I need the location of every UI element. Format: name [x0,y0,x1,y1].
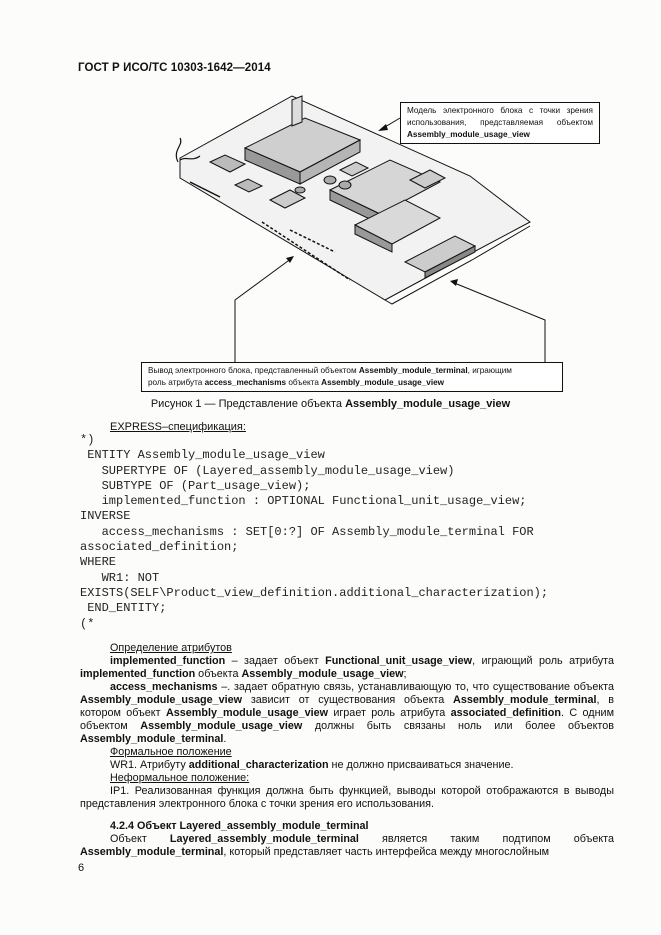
informal-heading: Неформальное положение: [110,772,250,784]
attributes-heading: Определение атрибутов [110,642,232,654]
callout-top-entity: Assembly_module_usage_view [407,130,530,139]
callout-top-text: Модель электронного блока с точки зрения использования, представляемая объектом [407,106,593,127]
figure-caption: Рисунок 1 — Представление объекта Assembly_module_usage_view [150,398,511,410]
section-paragraph: Объект Layered_assembly_module_terminal является таким подтипом объекта Assembly_module_terminal, который представляет часть интерфейса между многослойным [80,833,614,858]
leader-line-bottom-right [452,282,545,362]
callout-usage-view [400,102,600,144]
arrow-top [378,124,388,131]
callout-bottom-line-2: роль атрибута access_mechanisms объекта Assembly_module_usage_view [148,378,445,387]
express-code: *) ENTITY Assembly_module_usage_view SUPERTYPE OF (Layered_assembly_module_usage_view) SUBTYPE OF (Part_usage_view); implemented_function : OPTIONAL Functional_unit_usage_view; INVERSE access_mechanisms : SET[0:?] OF Assembly_module_terminal FOR associated_definition; WHERE WR1: NOT EXISTS(SELF\Product_view_definition.additional_characterization); END_ENTITY; (* [80,433,549,631]
formal-heading: Формальное положение [110,746,232,758]
document-header: ГОСТ Р ИСО/ТС 10303-1642—2014 [78,62,271,74]
formal-wr1: WR1. Атрибуту additional_characterization не должно присваиваться значение. [110,759,514,771]
top-connector [292,96,302,126]
capacitor-3 [295,187,305,193]
callout-bottom-line-1: Вывод электронного блока, представленный объектом Assembly_module_terminal, играющим [148,366,512,375]
leader-line-bottom-left [235,258,292,362]
informal-ip1: IP1. Реализованная функция должна быть функцией, выводы которой отображаются в выводы представления электронного блока с точки зрения его использования. [80,785,614,810]
arrow-right [450,279,458,286]
capacitor-2 [339,181,351,189]
attr-access-mechanisms: access_mechanisms –. задает обратную связь, устанавливающую то, что существование объекта Assembly_module_usage_view зависит от существования объекта Assembly_module_terminal, в котором объект Assembly_module_usage_view играет роль атрибута associated_definition. С одним объектом Assembly_module_usage_view должны быть связаны ноль или более объектов Assembly_module_terminal. [80,681,614,745]
express-label: EXPRESS–спецификация: [110,421,246,433]
section-heading: 4.2.4 Объект Layered_assembly_module_terminal [110,820,369,832]
page-number: 6 [78,862,85,874]
capacitor-1 [324,176,336,184]
attr-implemented-function: implemented_function – задает объект Functional_unit_usage_view, играющий роль атрибута implemented_function объекта Assembly_module_usage_view; [80,655,614,680]
attributes-section [80,642,614,859]
callout-terminal [141,362,563,392]
